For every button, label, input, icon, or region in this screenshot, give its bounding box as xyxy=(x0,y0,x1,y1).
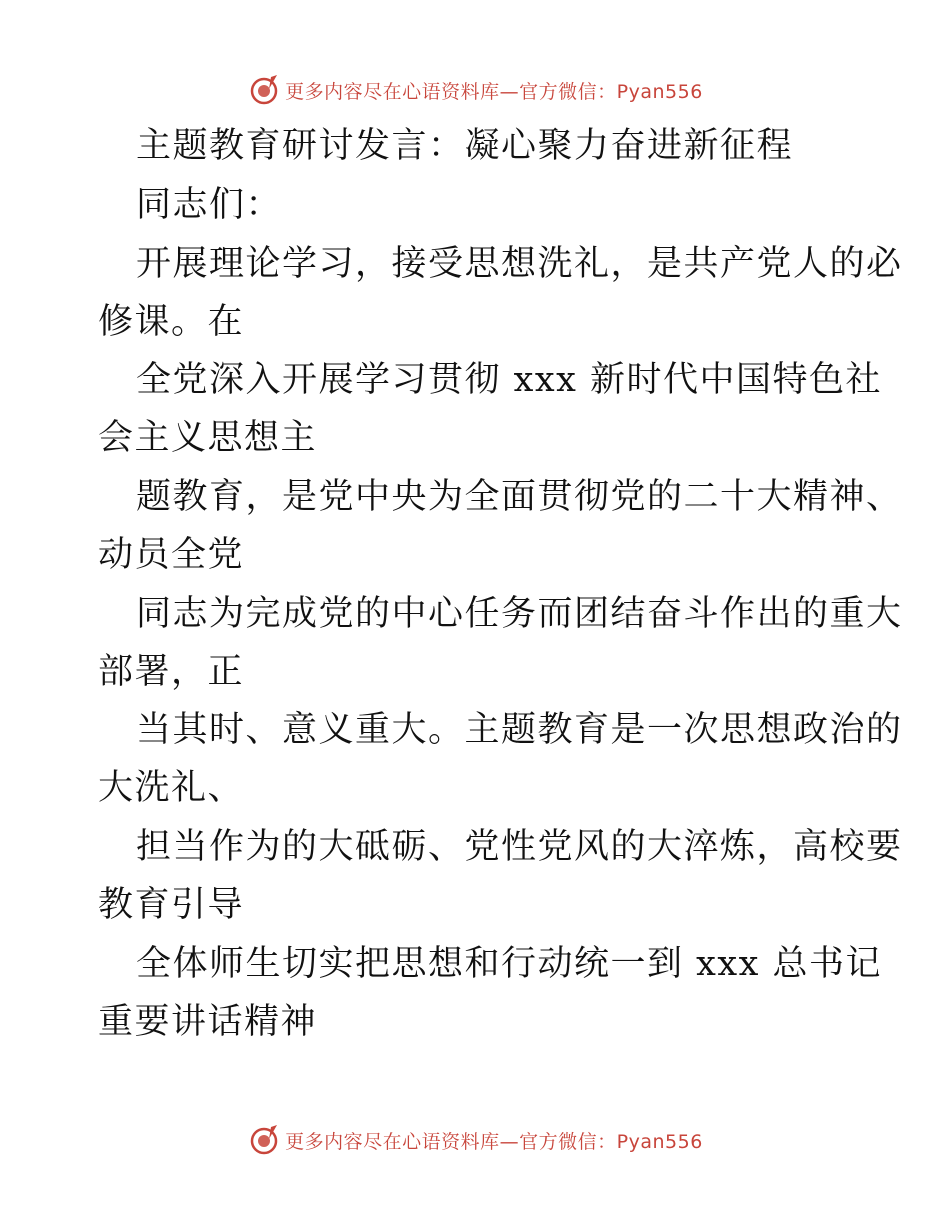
paragraph-line: 重要讲话精神 xyxy=(98,1002,318,1042)
paragraph-line: 全党深入开展学习贯彻 xxx 新时代中国特色社 xyxy=(136,360,882,400)
paragraph-line: 当其时、意义重大。主题教育是一次思想政治的 xyxy=(136,710,903,750)
footer-watermark-text: 更多内容尽在心语资料库—官方微信：Pyan556 xyxy=(285,1130,703,1153)
paragraph-line: 题教育，是党中央为全面贯彻党的二十大精神、 xyxy=(136,477,903,517)
paragraph-line: 修课。在 xyxy=(98,302,245,342)
header-watermark xyxy=(0,68,950,112)
header-watermark-text: 更多内容尽在心语资料库—官方微信：Pyan556 xyxy=(285,80,703,103)
paragraph-line: 部署，正 xyxy=(98,652,245,692)
paragraph-line: 大洗礼、 xyxy=(98,768,245,808)
paragraph-line: 全体师生切实把思想和行动统一到 xxx 总书记 xyxy=(136,944,882,984)
document-title: 主题教育研讨发言：凝心聚力奋进新征程 xyxy=(136,126,794,166)
paragraph-line: 会主义思想主 xyxy=(98,418,318,458)
paragraph-line: 开展理论学习，接受思想洗礼，是共产党人的必 xyxy=(136,244,903,284)
paragraph-line: 动员全党 xyxy=(98,535,245,575)
paragraph-line: 担当作为的大砥砺、党性党风的大淬炼，高校要 xyxy=(136,827,903,867)
paragraph-line: 教育引导 xyxy=(98,885,245,925)
paragraph-line: 同志为完成党的中心任务而团结奋斗作出的重大 xyxy=(136,594,903,634)
footer-watermark xyxy=(0,1118,950,1162)
pen-logo-icon xyxy=(247,1123,281,1157)
salutation: 同志们： xyxy=(136,185,283,225)
pen-logo-icon xyxy=(247,73,281,107)
